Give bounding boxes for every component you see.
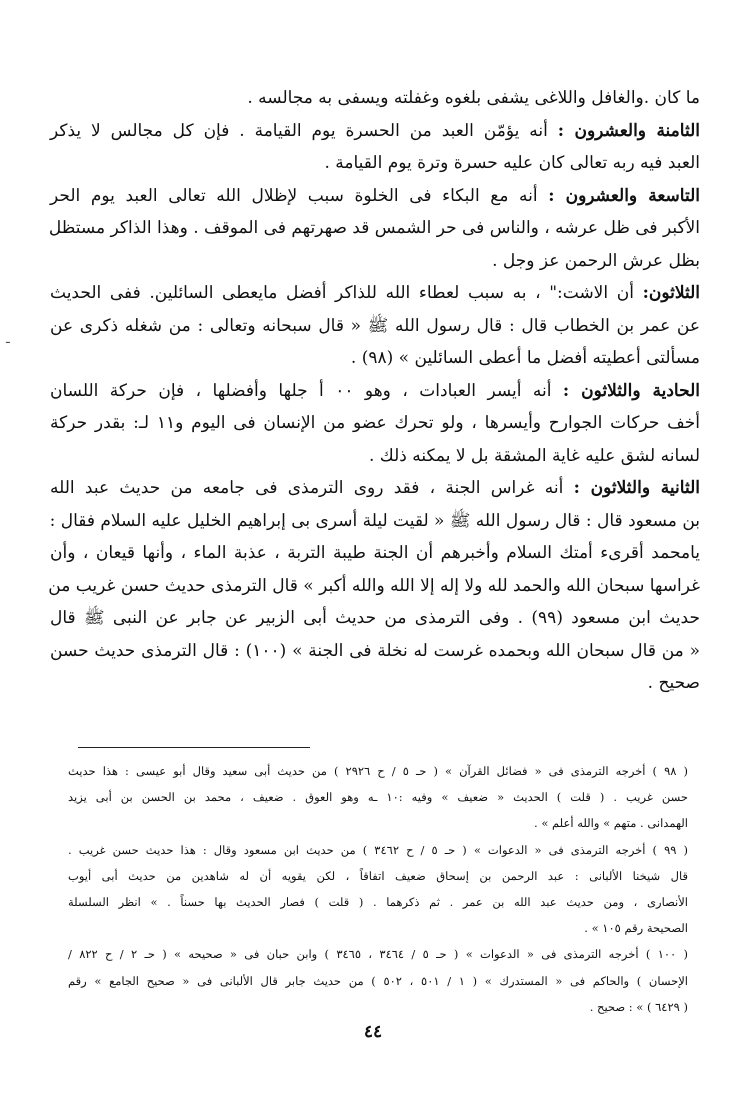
text-line xyxy=(50,277,700,310)
text-line-text: غراسها سبحان الله والحمد لله ولا إله إلا الله والله أكبر » قال الترمذى حديث حسن غريب من xyxy=(48,575,700,596)
text-line xyxy=(50,147,700,180)
footnote-line-text: ( ٦٤٢٩ ) » : صحيح . xyxy=(589,999,688,1014)
text-line xyxy=(50,407,700,440)
footnote-line xyxy=(68,968,688,994)
text-line-text: الأكبر فى ظل عرشه ، والناس فى حر الشمس قد صهرتهم فى الموقف . وهذا الذاكر مستظل xyxy=(48,218,700,238)
text-line-text: عن عمر بن الخطاب قال : قال رسول الله ﷺ « قال سبحانه وتعالى : من شغله ذكرى عن xyxy=(50,315,700,336)
text-line-text: بن مسعود قال : قال رسول الله ﷺ « لقيت ليلة أسرى بى إبراهيم الخليل عليه السلام فقال : xyxy=(49,510,700,531)
footnote-line xyxy=(68,758,688,784)
section-heading: الثلاثون: xyxy=(642,283,701,303)
text-line xyxy=(50,570,700,603)
text-line xyxy=(50,602,700,635)
text-line-text: أنه غراس الجنة ، فقد روى الترمذى فى جامعه من حديث عبد الله xyxy=(50,478,564,498)
text-line-text: يامحمد أقرىء أمتك السلام وأخبرهم أن الجنة طيبة التربة ، عذبة الماء ، وأنها قيعان ، وأن xyxy=(50,543,700,563)
text-line-text: أنه أيسر العبادات ، وهو ٠٠ أ جلها وأفضلها ، فإن حركة اللسان xyxy=(50,380,552,401)
text-line xyxy=(50,472,700,505)
footnote-line xyxy=(68,810,688,836)
text-line-text: أن الاشت:" ، به سبب لعطاء الله للذاكر أفضل مايعطى السائلين. ففى الحديث xyxy=(50,283,634,303)
section-heading: الثامنة والعشرون : xyxy=(557,120,701,141)
text-line xyxy=(50,115,700,148)
footnote-line xyxy=(68,889,688,915)
text-line-text: بظل عرش الرحمن عز وجل . xyxy=(492,250,700,271)
footnote-line-text: ( ١٠٠ ) أخرجه الترمذى فى « الدعوات » ( حـ ٥ / ٣٤٦٤ ، ٣٤٦٥ ) وابن حبان فى « صحيحه » ( حـ ٢ / ح ٨٢٢ / xyxy=(68,947,689,962)
footnote-line-text: الصحيحة رقم ١٠٥ » . xyxy=(584,921,688,936)
text-line xyxy=(50,505,700,538)
text-line-text: أنه يؤمّن العبد من الحسرة يوم القيامة . فإن كل مجالس لا يذكر xyxy=(50,120,548,141)
text-line-text: أخف حركات الجوارح وأيسرها ، ولو تحرك عضو من الإنسان فى اليوم و١١ لـ: بقدر حركة xyxy=(50,413,700,433)
text-line-text: ما كان .والغافل واللاغى يشفى بلغوه وغفلته ويسفى به مجالسه . xyxy=(247,88,700,108)
text-line-text: صحيح . xyxy=(647,673,700,693)
text-line-text: مسألتى أعطيته أفضل ما أعطى السائلين » (٩٨) . xyxy=(350,348,700,368)
text-line xyxy=(50,82,700,115)
footnote-line-text: حسن غريب . ( قلت ) الحديث « ضعيف » وفيه :١٠ ـه وهو العوق . ضعيف ، محمد بن الحسن بن أبى يزيد xyxy=(68,790,688,805)
text-line xyxy=(50,245,700,278)
footnote-line-text: الأنصارى ، ومن حديث عبد الله بن عمر . ثم ذكرهما . ( قلت ) فصار الحديث بها حسناً . » انظر السلسلة xyxy=(68,894,688,909)
text-line xyxy=(50,310,700,343)
footnote-line-text: الهمدانى . متهم » والله أعلم » . xyxy=(534,816,688,831)
page-number: ٤٤ xyxy=(363,1022,383,1042)
text-line xyxy=(50,440,700,473)
footnote-line xyxy=(68,863,688,889)
text-line-text: أنه مع البكاء فى الخلوة سبب لإظلال الله تعالى العبد يوم الحر xyxy=(50,185,538,206)
footnote-line xyxy=(68,941,688,967)
text-line xyxy=(50,375,700,408)
footnote-line-text: ( ٩٨ ) أخرجه الترمذى فى « فضائل القرآن » ( حـ ٥ / ح ٢٩٢٦ ) من حديث أبى سعيد وقال أبو عيسى : هذا حديث xyxy=(68,764,688,778)
footnote-line-text: ( ٩٩ ) أخرجه الترمذى فى « الدعوات » ( حـ ٥ / ح ٣٤٦٢ ) من حديث ابن مسعود وقال : هذا حديث حسن غريب . xyxy=(68,842,688,857)
footnote-line-text: الإحسان ) والحاكم فى « المستدرك » ( ١ / ٥٠١ ، ٥٠٢ ) من حديث جابر قال الألبانى فى « صحيح الجامع » رقم xyxy=(68,973,688,988)
section-heading: الحادية والثلاثون : xyxy=(562,380,700,401)
text-line xyxy=(50,537,700,570)
text-line-text: لسانه لشق عليه غاية المشقة بل لا يمكنه ذلك . xyxy=(368,445,700,466)
text-line xyxy=(50,342,700,375)
footnote-separator xyxy=(78,747,310,748)
margin-mark: ـ xyxy=(6,332,10,347)
section-heading: الثانية والثلاثون : xyxy=(573,478,700,498)
main-text xyxy=(50,82,700,700)
text-line-text: « من قال سبحان الله وبحمده غرست له نخلة فى الجنة » (١٠٠) : قال الترمذى حديث حسن xyxy=(50,640,700,661)
footnote-line xyxy=(68,915,688,941)
text-line xyxy=(50,180,700,213)
section-heading: التاسعة والعشرون : xyxy=(548,185,701,206)
footnotes xyxy=(68,758,688,1020)
text-line-text: العبد فيه ربه تعالى كان عليه حسرة وترة يوم القيامة . xyxy=(324,153,700,173)
text-line xyxy=(50,667,700,700)
footnote-line-text: قال شيخنا الألبانى : عبد الرحمن بن إسحاق ضعيف اتفاقاً ، لكن يقويه أن له شاهدين من حديث أبى أيوب xyxy=(68,868,688,883)
text-line xyxy=(50,635,700,668)
footnote-line xyxy=(68,994,688,1020)
footnote-line xyxy=(68,784,688,810)
footnote-line xyxy=(68,837,688,863)
text-line-text: حديث ابن مسعود (٩٩) . وفى الترمذى من حديث أبى الزبير عن جابر عن النبى ﷺ قال xyxy=(50,608,700,628)
text-line xyxy=(50,212,700,245)
